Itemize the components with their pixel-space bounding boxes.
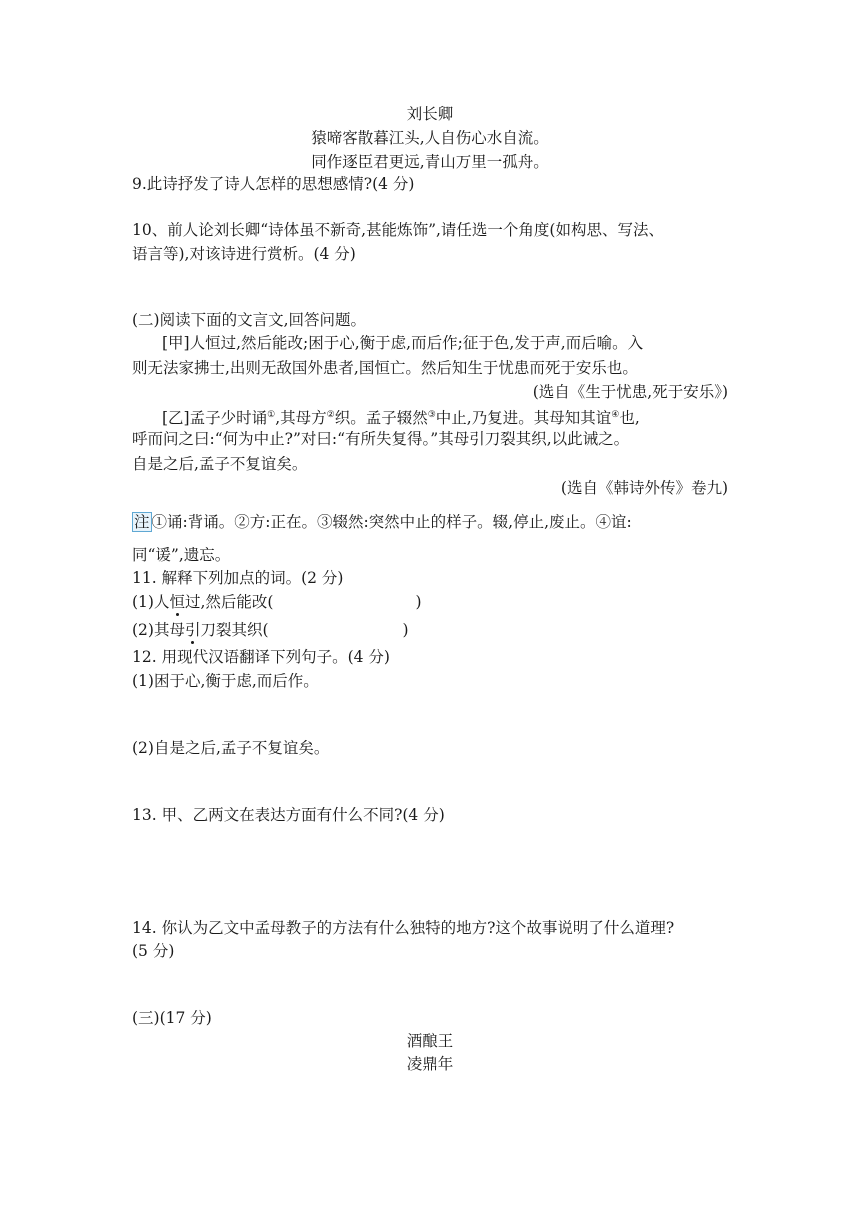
passage-yi-text: [乙]孟子少时诵 [162, 409, 268, 428]
passage-yi-text: ,其母方 [275, 409, 327, 428]
passage-yi-text: 中止,乃复进。其母知其 [435, 409, 596, 428]
question-12-title: 12. 用现代汉语翻译下列句子。(4 分) [132, 648, 390, 666]
footnote-ref-2: ② [326, 410, 335, 420]
question-14-line-2: (5 分) [132, 942, 175, 960]
poem-line-2: 同作逐臣君更远,青山万里一孤舟。 [311, 153, 549, 171]
passage-yi-line-3: 自是之后,孟子不复谊矣。 [132, 455, 308, 473]
note-marker[interactable]: 注 [134, 513, 150, 531]
question-11-item-2 [132, 620, 409, 640]
question-13: 13. 甲、乙两文在表达方面有什么不同?(4 分) [132, 806, 445, 824]
passage-jia-source: (选自《生于忧患,死于安乐》) [532, 383, 728, 401]
dotted-word: 引 [184, 621, 201, 639]
notes-line-1 [132, 512, 632, 532]
notes-text: ①诵:背诵。②方:正在。③辍然:突然中止的样子。辍,停止,废止。④谊: [151, 513, 632, 531]
passage-yi-text: 谊 [595, 409, 612, 428]
item-text: (2)其母 [132, 621, 185, 639]
question-10-line-1: 10、前人论刘长卿“诗体虽不新奇,甚能炼饰”,请任选一个角度(如构思、写法、 [132, 221, 664, 239]
notes-line-2: 同“谖”,遗忘。 [132, 546, 231, 564]
question-12-item-2: (2)自是之后,孟子不复谊矣。 [132, 739, 330, 757]
footnote-ref-3: ③ [427, 410, 436, 420]
question-12-item-1: (1)困于心,衡于虑,而后作。 [132, 672, 319, 690]
item-text: ) [402, 621, 409, 639]
item-text: (1)人 [132, 593, 170, 611]
passage-yi-text: 织。孟子辍然 [334, 409, 428, 428]
story-author: 凌鼎年 [406, 1055, 454, 1073]
item-text: 过,然后能改( [184, 593, 274, 611]
dotted-word: 恒 [169, 593, 185, 611]
passage-jia-line-1: [甲]人恒过,然后能改;困于心,衡于虑,而后作;征于色,发于声,而后喻。入 [162, 334, 644, 352]
section-2-heading: (二)阅读下面的文言文,回答问题。 [132, 311, 367, 329]
passage-yi-line-2: 呼而问之曰:“何为中止?”对曰:“有所失复得。”其母引刀裂其织,以此诫之。 [132, 430, 630, 448]
question-14-line-1: 14. 你认为乙文中孟母教子的方法有什么独特的地方?这个故事说明了什么道理? [132, 919, 675, 937]
poem-line-1: 猿啼客散暮江头,人自伤心水自流。 [311, 129, 549, 147]
passage-jia-line-2: 则无法家拂士,出则无敌国外患者,国恒亡。然后知生于忧患而死于安乐也。 [132, 359, 638, 377]
passage-yi-text: 也, [619, 409, 640, 428]
story-title: 酒酿王 [406, 1032, 454, 1050]
question-10-line-2: 语言等),对该诗进行赏析。(4 分) [132, 245, 356, 263]
passage-yi-line-1 [162, 405, 640, 428]
poem-author: 刘长卿 [406, 105, 454, 123]
footnote-ref-4: ④ [611, 410, 620, 420]
section-3-heading: (三)(17 分) [132, 1009, 212, 1027]
footnote-ref-1: ① [267, 410, 276, 420]
question-11-item-1 [132, 592, 422, 612]
item-text: 刀裂其织( [200, 621, 269, 639]
passage-yi-source: (选自《韩诗外传》卷九) [560, 479, 728, 497]
question-9: 9.此诗抒发了诗人怎样的思想感情?(4 分) [132, 175, 415, 193]
item-text: ) [415, 593, 422, 611]
question-11-title: 11. 解释下列加点的词。(2 分) [132, 569, 344, 587]
